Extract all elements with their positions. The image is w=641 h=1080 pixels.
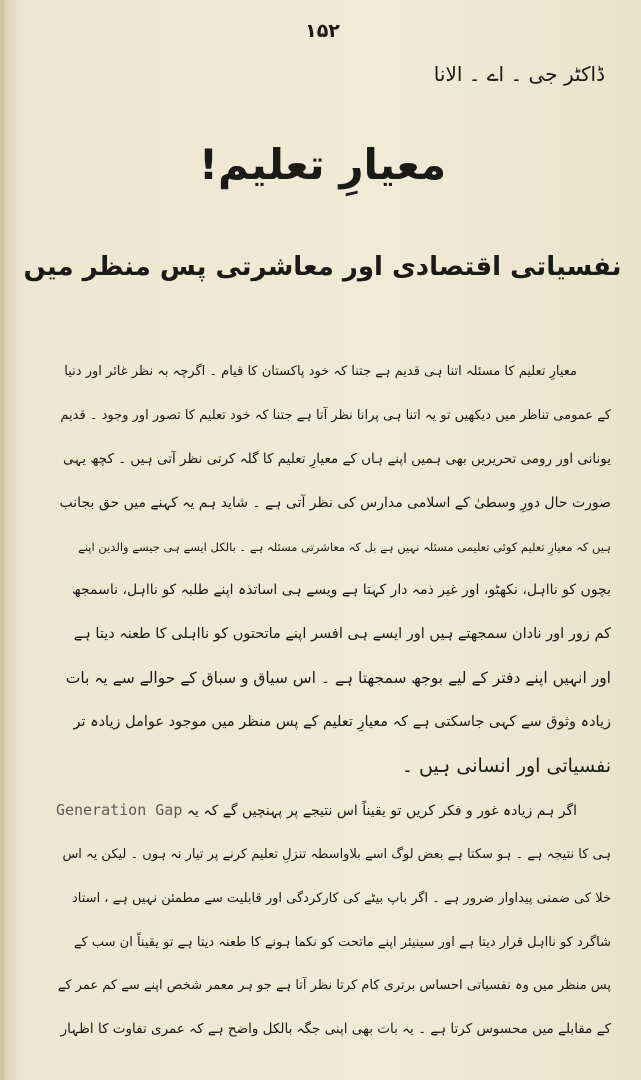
author-name: ڈاکٹر جی ۔ اے ۔ الانا [433,62,605,86]
body-line: صورت حال دورِ وسطیٰ کے اسلامی مدارس کی نظر آتی ہے ۔ شاید ہم یہ کہنے میں حق بجانب [59,494,611,511]
body-line: کم زور اور نادان سمجھتے ہیں اور ایسے ہی افسر اپنے ماتحتوں کو نااہلی کا طعنہ دیتا ہے [73,626,611,643]
body-line-text: اگر ہم زیادہ غور و فکر کریں تو یقیناً اس نتیجے پر پہنچیں گے کہ یہ [186,802,577,819]
article-title: معیارِ تعلیم! [198,140,447,189]
article-body [56,350,611,1052]
body-line: کے عمومی تناظر میں دیکھیں تو یہ اتنا ہی پرانا نظر آتا ہے جتنا کہ خود تعلیم کا تصور اور وجود ۔ قدیم [60,407,611,423]
body-line: ہی کا نتیجہ ہے ۔ ہو سکتا ہے بعض لوگ اسے بلاواسطہ تنزلِ تعلیم کرنے پر تیار نہ ہوں ۔ لیکن یہ اس [62,846,611,862]
body-line: بچوں کو نااہل، نکھٹو، اور غیر ذمہ دار کہتا ہے ویسے ہی اساتذہ اپنے طلبہ کو نااہل، ناسمجھ [72,582,611,599]
body-line: معیارِ تعلیم کا مسئلہ اتنا ہی قدیم ہے جتنا کہ خود پاکستان کا قیام ۔ اگرچہ بہ نظر غائر اور دنیا [64,364,577,379]
page-number: ۱۵۲ [305,20,340,42]
body-line: ہیں کہ معیارِ تعلیم کوئی تعلیمی مسئلہ نہیں ہے بل کہ معاشرتی مسئلہ ہے ۔ بالکل ایسے ہی جیسے والدین اپنے [78,539,611,554]
body-line: زیادہ وثوق سے کہی جاسکتی ہے کہ معیارِ تعلیم کے پس منظر میں موجود عوامل زیادہ تر [73,714,611,731]
body-line: یونانی اور رومی تحریریں بھی ہمیں اپنے ہاں کے معیارِ تعلیم کا گلہ کرتی نظر آتی ہیں ۔ کچھ یہی [63,450,611,467]
body-line: خلا کی ضمنی پیداوار ضرور ہے ۔ اگر باپ بیٹے کی کارکردگی اور قابلیت سے مطمئن نہیں ہے ، استاد [72,890,611,906]
body-line: اور انہیں اپنے دفتر کے لیے بوجھ سمجھتا ہے ۔ اس سیاق و سباق کے حوالے سے یہ بات [65,669,611,688]
body-line: پس منظر میں وہ نفسیاتی احساس برتری کام کرتا نظر آتا ہے جو ہر معمر شخص اپنے سے کم عمر کے [57,978,611,994]
article-subtitle: نفسیاتی اقتصادی اور معاشرتی پس منظر میں [23,252,622,282]
body-line: شاگرد کو نااہل قرار دیتا ہے اور سینیئر اپنے ماتحت کو نکما ہونے کا طعنہ دیتا ہے تو یقیناً ان سب کے [73,934,611,950]
body-line: کے مقابلے میں محسوس کرتا ہے ۔ یہ بات بھی اپنی جگہ بالکل واضح ہے کہ عمری تفاوت کا اظہار [60,1021,611,1038]
body-line-with-term [56,789,611,833]
body-line: نفسیاتی اور انسانی ہیں ۔ [401,755,611,778]
latin-term: Generation Gap [56,800,183,819]
